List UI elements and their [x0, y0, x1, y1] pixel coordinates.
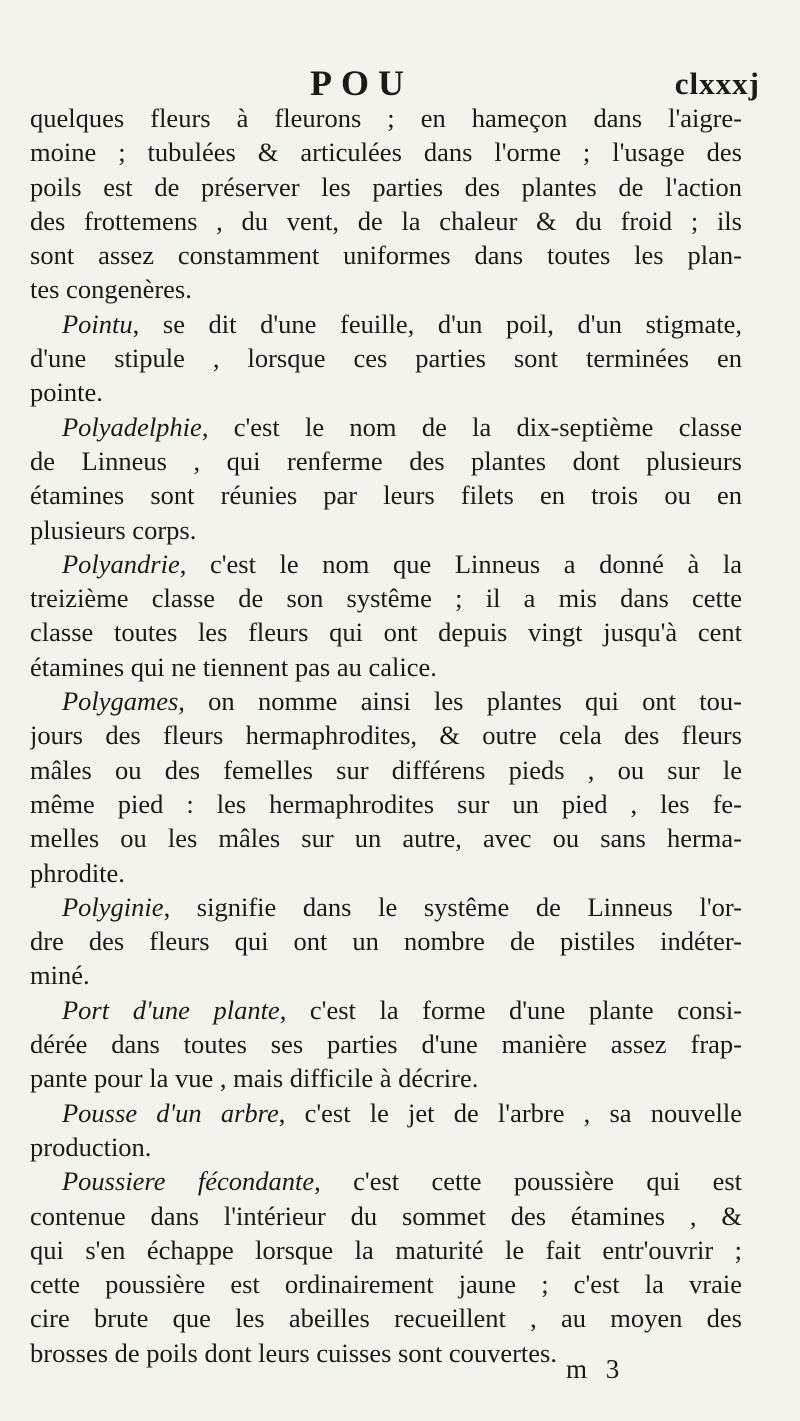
text-line [30, 1199, 742, 1233]
line-text: , c'est la forme d'une plante consi- [279, 994, 742, 1025]
line-text: même pied : les hermaphrodites sur un pied , les fe- [30, 788, 742, 819]
line-text: mâles ou des femelles sur différens pieds , ou sur le [30, 754, 742, 785]
text-line [30, 1267, 742, 1301]
entry-term: Polyginie [62, 891, 164, 922]
entry-term: Polyadelphie [62, 411, 202, 442]
line-text: treizième classe de son systême ; il a mis dans cette [30, 583, 742, 614]
line-text: quelques fleurs à fleurons ; en hameçon dans l'aigre- [30, 103, 742, 133]
running-head: POU [310, 63, 413, 103]
entry-term: Pointu [62, 308, 133, 339]
line-text: contenue dans l'intérieur du sommet des étamines , & [30, 1200, 742, 1231]
text-line [30, 958, 742, 992]
signature-mark: m 3 [566, 1354, 626, 1384]
line-text: pointe. [30, 377, 103, 408]
text-line [30, 1061, 742, 1095]
line-text: miné. [30, 960, 90, 991]
text-line [30, 650, 742, 684]
line-text: , c'est cette poussière qui est [314, 1166, 742, 1197]
text-line [30, 856, 742, 890]
text-line [30, 1301, 742, 1335]
text-line [30, 410, 742, 444]
body-text [30, 101, 742, 1370]
line-text: , on nomme ainsi les plantes qui ont tou- [178, 686, 742, 717]
text-line [30, 101, 742, 135]
line-text: , se dit d'une feuille, d'un poil, d'un stigmate, [132, 308, 742, 339]
text-line [30, 581, 742, 615]
line-text: tes congenères. [30, 274, 192, 305]
line-text: cire brute que les abeilles recueillent , au moyen des [30, 1303, 742, 1334]
text-line [30, 821, 742, 855]
line-text: d'une stipule , lorsque ces parties sont terminées en [30, 343, 742, 374]
line-text: poils est de préserver les parties des plantes de l'action [30, 171, 742, 202]
line-text: dre des fleurs qui ont un nombre de pistiles indéter- [30, 926, 742, 957]
text-line [30, 513, 742, 547]
text-line [30, 547, 742, 581]
text-line [30, 444, 742, 478]
line-text: , c'est le nom que Linneus a donné à la [179, 548, 742, 579]
line-text: , signifie dans le systême de Linneus l'or- [163, 891, 742, 922]
line-text: , c'est le jet de l'arbre , sa nouvelle [278, 1097, 742, 1128]
text-line [30, 307, 742, 341]
text-line [30, 1164, 742, 1198]
text-line [30, 204, 742, 238]
line-text: sont assez constamment uniformes dans toutes les plan- [30, 240, 742, 271]
line-text: pante pour la vue , mais difficile à décrire. [30, 1063, 479, 1094]
entry-term: Polygames [62, 686, 179, 717]
line-text: jours des fleurs hermaphrodites, & outre cela des fleurs [30, 720, 742, 751]
text-line [30, 753, 742, 787]
text-line [30, 890, 742, 924]
text-line [30, 615, 742, 649]
text-line [30, 1336, 742, 1370]
line-text: brosses de poils dont leurs cuisses sont couvertes. [30, 1337, 557, 1368]
text-line [30, 375, 742, 409]
line-text: cette poussière est ordinairement jaune ; c'est la vraie [30, 1269, 742, 1300]
line-text: production. [30, 1131, 152, 1162]
text-line [30, 1096, 742, 1130]
text-line [30, 787, 742, 821]
line-text: étamines sont réunies par leurs filets en trois ou en [30, 480, 742, 511]
text-line [30, 135, 742, 169]
text-line [30, 924, 742, 958]
text-line [30, 718, 742, 752]
line-text: phrodite. [30, 857, 125, 888]
line-text: de Linneus , qui renferme des plantes dont plusieurs [30, 445, 742, 476]
entry-term: Poussiere fécondante [62, 1166, 315, 1197]
line-text: moine ; tubulées & articulées dans l'orme ; l'usage des [30, 137, 742, 168]
text-line [30, 478, 742, 512]
text-line [30, 272, 742, 306]
entry-term: Port d'une plante [62, 994, 280, 1025]
text-line [30, 1233, 742, 1267]
entry-term: Polyandrie [62, 548, 180, 579]
entry-term: Pousse d'un arbre [62, 1097, 279, 1128]
text-line [30, 1130, 742, 1164]
line-text: , c'est le nom de la dix-septième classe [201, 411, 742, 442]
line-text: melles ou les mâles sur un autre, avec ou sans herma- [30, 823, 742, 854]
text-line [30, 993, 742, 1027]
line-text: plusieurs corps. [30, 514, 197, 545]
text-line [30, 684, 742, 718]
page-header [0, 62, 800, 106]
line-text: étamines qui ne tiennent pas au calice. [30, 651, 437, 682]
text-line [30, 170, 742, 204]
text-line [30, 1027, 742, 1061]
text-line [30, 238, 742, 272]
line-text: des frottemens , du vent, de la chaleur & du froid ; ils [30, 205, 742, 236]
text-line [30, 341, 742, 375]
line-text: classe toutes les fleurs qui ont depuis vingt jusqu'à cent [30, 617, 742, 648]
line-text: dérée dans toutes ses parties d'une manière assez frap- [30, 1029, 742, 1060]
page-number: clxxxj [674, 66, 760, 101]
line-text: qui s'en échappe lorsque la maturité le fait entr'ouvrir ; [30, 1234, 742, 1265]
